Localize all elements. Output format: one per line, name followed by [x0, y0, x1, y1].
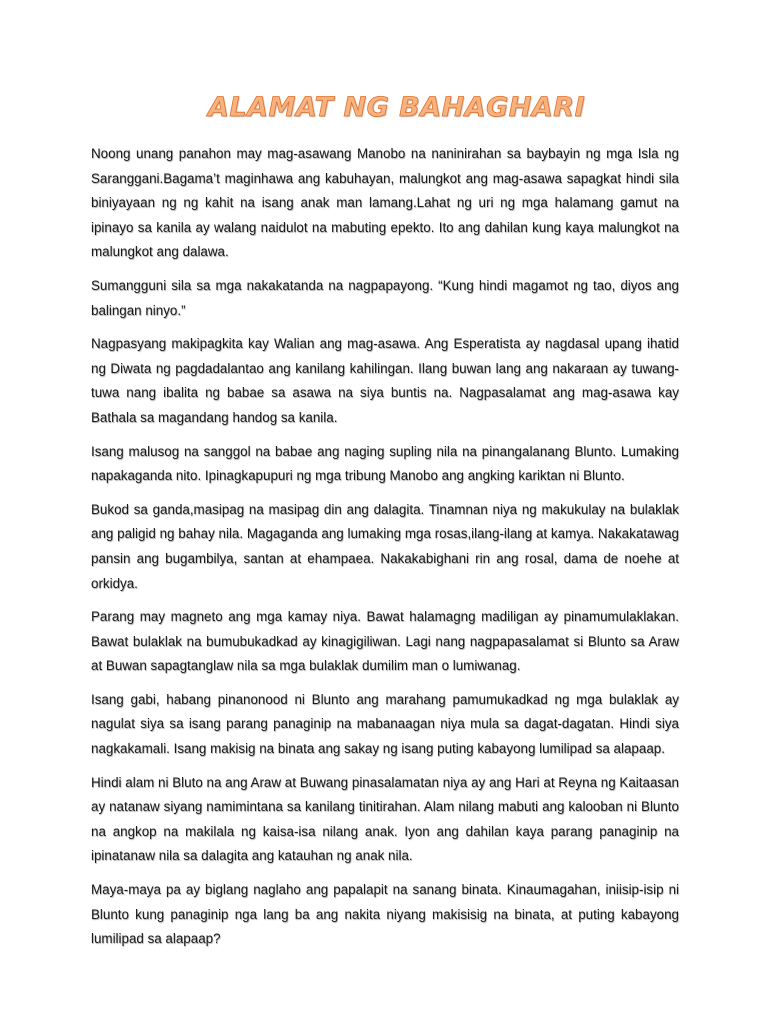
paragraph-7: Isang gabi, habang pinanonood ni Blunto ang marahang pamumukadkad ng mga bulaklak ay nagulat siya sa isang parang panaginip na mabanaagan niya mula sa dagat-dagatan. Hindi siya nagkakamali. Isang makisig na binata ang sakay ng isang puting kabayong lumilipad sa alapaap.: [91, 691, 679, 757]
paragraph-5: Bukod sa ganda,masipag na masipag din ang dalagita. Tinamnan niya ng makukulay na bulaklak ang paligid ng bahay nila. Magaganda ang lumaking mga rosas,ilang-ilang at kamya. Nakakatawag pansin ang bugambilya, santan at ehampaea. Nakakabighani rin ang rosal, dama de noehe at orkidya.: [91, 501, 679, 591]
paragraph-3: Nagpasyang makipagkita kay Walian ang mag-asawa. Ang Esperatista ay nagdasal upang ihatid ng Diwata ng pagdadalantao ang kanilang kahilingan. Ilang buwan lang ang nakaraan ay tuwang-tuwa nang ibalita ng babae sa asawa na siya buntis na. Nagpasalamat ang mag-asawa kay Bathala sa magandang handog sa kanila.: [91, 336, 679, 425]
story-body: [91, 142, 679, 961]
paragraph-1: Noong unang panahon may mag-asawang Manobo na naninirahan sa baybayin ng mga Isla ng Saranggani.Bagama’t maginhawa ang kabuhayan, malungkot ang mag-asawa sapagkat hindi sila biniyayaan ng ng kahit na isang anak man lamang.Lahat ng uri ng mga halamang gamut na ipinayo sa kanila ay walang naidulot na mabuting epekto. Ito ang dahilan kung kaya malungkot na malungkot ang dalawa.: [91, 146, 679, 260]
paragraph-4: Isang malusog na sanggol na babae ang naging supling nila na pinangalanang Blunto. Lumaking napakaganda nito. Ipinagkapupuri ng mga tribung Manobo ang angking kariktan ni Blunto.: [91, 443, 679, 484]
paragraph-2: Sumangguni sila sa mga nakakatanda na nagpapayong. “Kung hindi magamot ng tao, diyos ang balingan ninyo.”: [91, 277, 679, 318]
paragraph-9: Maya-maya pa ay biglang naglaho ang papalapit na sanang binata. Kinaumagahan, iniisip-isip ni Blunto kung panaginip nga lang ba ang nakita niyang makisisig na binata, at puting kabayong lumilipad sa alapaap?: [91, 882, 679, 947]
paragraph-6: Parang may magneto ang mga kamay niya. Bawat halamagng madiligan ay pinamumulaklakan. Bawat bulaklak na bumubukadkad ay kinagigiliwan. Lagi nang nagpapasalamat si Blunto sa Araw at Buwan sapagtanglaw nila sa mga bulaklak dumilim man o lumiwanag.: [91, 609, 679, 674]
page-title: ALAMAT NG BAHAGHARI: [208, 92, 586, 123]
paragraph-8: Hindi alam ni Bluto na ang Araw at Buwang pinasalamatan niya ay ang Hari at Reyna ng Kaitaasan ay natanaw siyang namimintana sa kanilang tinitirahan. Alam nilang mabuti ang kalooban ni Blunto na angkop na makilala ng kaisa-isa nilang anak. Iyon ang dahilan kaya parang panaginip na ipinatanaw nila sa dalagita ang katauhan ng anak nila.: [91, 774, 679, 864]
